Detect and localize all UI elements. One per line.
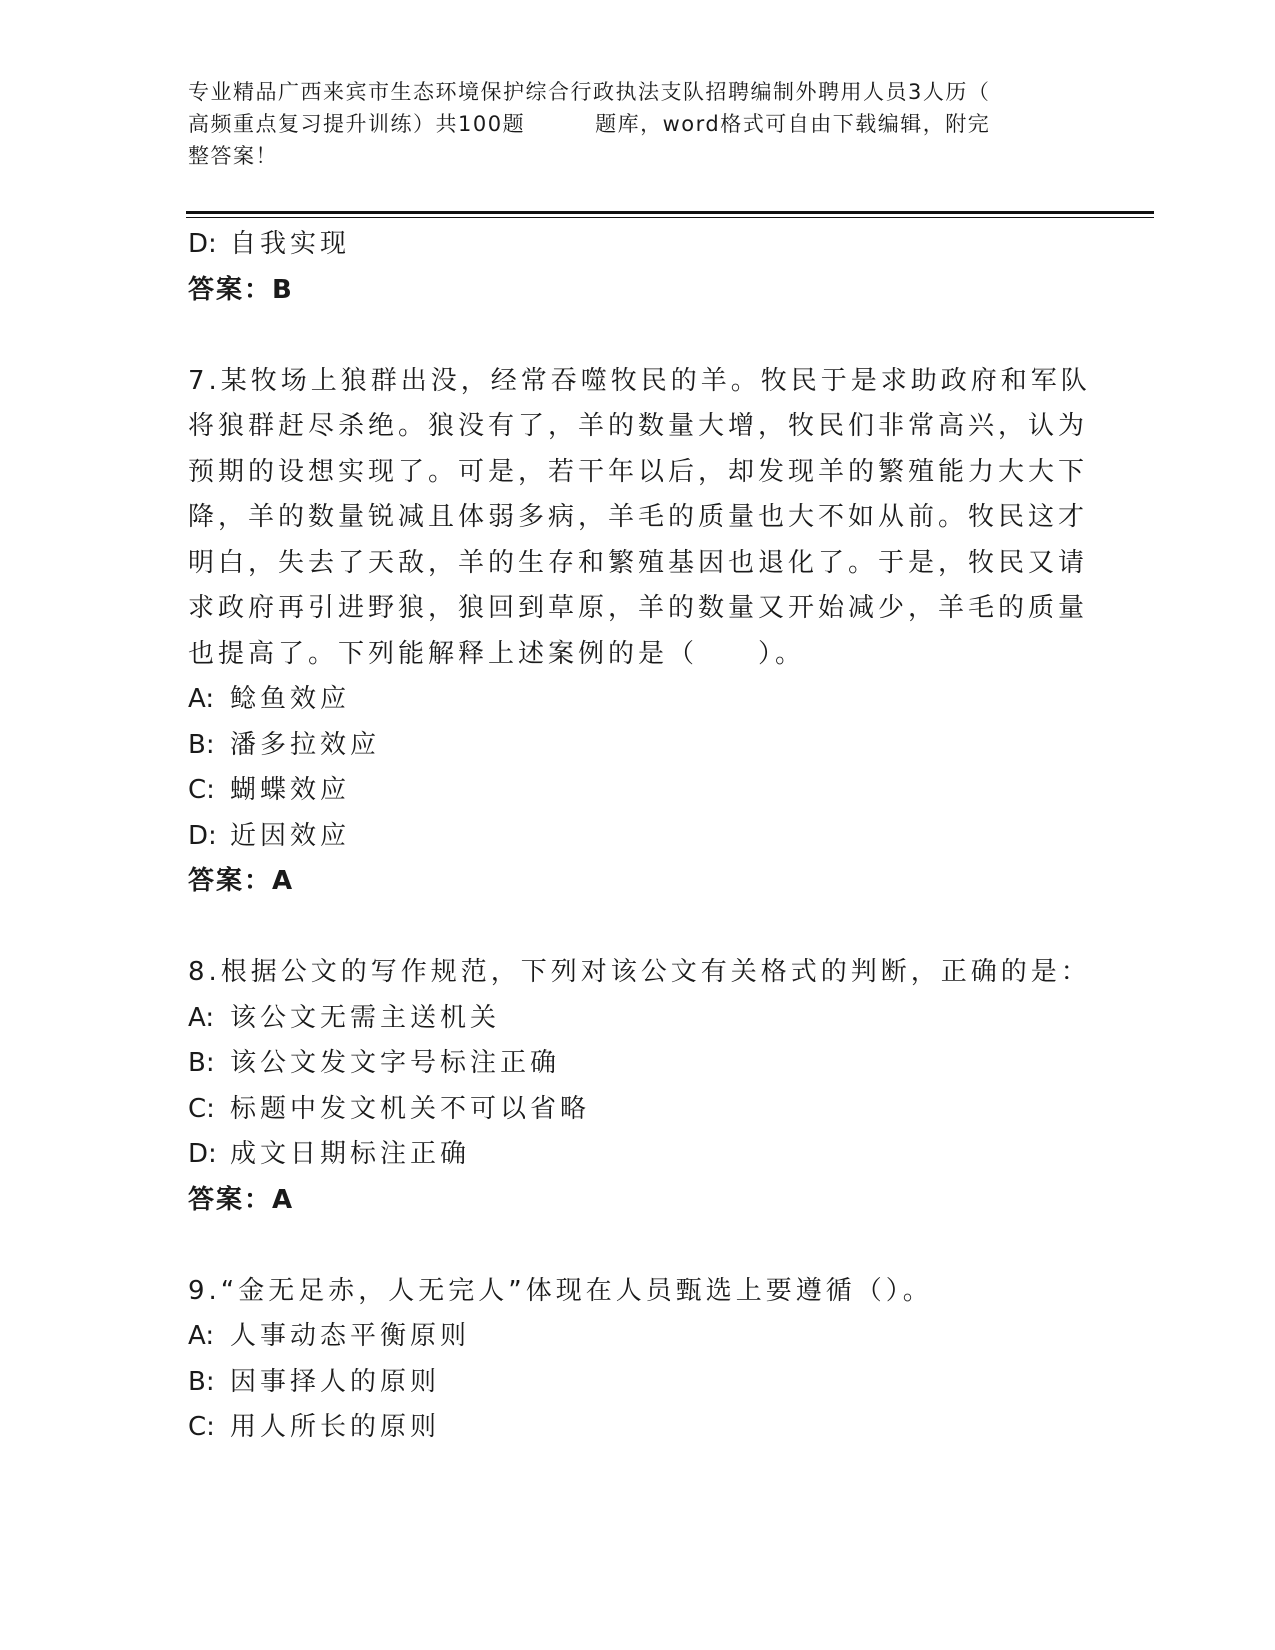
- option-label: A:: [188, 1321, 215, 1351]
- q7-stem-line: 明白，失去了天敌，羊的生存和繁殖基因也退化了。于是，牧民又请: [188, 547, 1089, 578]
- document-header: [188, 76, 1088, 172]
- q7-stem-line: 将狼群赶尽杀绝。狼没有了，羊的数量大增，牧民们非常高兴，认为: [188, 411, 1089, 441]
- q9-option-b: [188, 1360, 1088, 1406]
- option-label: C:: [188, 1093, 215, 1124]
- q7-option-a: [188, 677, 1088, 723]
- q8-option-d: [188, 1132, 1088, 1178]
- option-label: D:: [188, 229, 217, 259]
- q7-stem-line: 降，羊的数量锐减且体弱多病，羊毛的质量也大不如从前。牧民这才: [188, 502, 1089, 532]
- q6-option-d: [188, 222, 1088, 268]
- option-label: B:: [188, 729, 215, 760]
- option-text: 因事择人的原则: [230, 1366, 441, 1397]
- q7-stem-line: 预期的设想实现了。可是，若干年以后，却发现羊的繁殖能力大大下: [188, 456, 1089, 487]
- option-label: D:: [188, 820, 217, 851]
- q7-stem-line: 求政府再引进野狼，狼回到草原，羊的数量又开始减少，羊毛的质量: [188, 593, 1089, 623]
- q8-option-a: [188, 996, 1088, 1042]
- q7-stem-line: 也提高了。下列能解释上述案例的是（ ）。: [188, 638, 806, 669]
- option-label: D:: [188, 1139, 217, 1169]
- q8-option-b: [188, 1041, 1088, 1087]
- header-line-1: 专业精品广西来宾市生态环境保护综合行政执法支队招聘编制外聘用人员3人历（: [188, 80, 991, 104]
- option-label: C:: [188, 775, 215, 805]
- option-label: B:: [188, 1048, 215, 1078]
- option-text: 该公文发文字号标注正确: [230, 1048, 561, 1078]
- q7-stem-line: 7.某牧场上狼群出没，经常吞噬牧民的羊。牧民于是求助政府和军队: [188, 365, 1091, 396]
- option-text: 蝴蝶效应: [230, 775, 351, 805]
- q8-option-c: [188, 1087, 1088, 1133]
- document-body: [188, 222, 1091, 1451]
- question-7: [188, 359, 1091, 905]
- option-text: 成文日期标注正确: [230, 1139, 471, 1169]
- q9-stem: 9.“金无足赤，人无完人”体现在人员甄选上要遵循（）。: [188, 1275, 933, 1306]
- option-text: 标题中发文机关不可以省略: [230, 1093, 591, 1124]
- q8-stem: 8.根据公文的写作规范，下列对该公文有关格式的判断，正确的是：: [188, 957, 1091, 987]
- option-label: B:: [188, 1366, 215, 1397]
- option-label: A:: [188, 684, 215, 714]
- option-text: 该公文无需主送机关: [230, 1002, 501, 1033]
- header-line-2: [188, 108, 1088, 140]
- option-text: 自我实现: [230, 229, 351, 259]
- header-line-2b: 题库，word格式可自由下载编辑，附完: [595, 112, 991, 136]
- q9-option-c: [188, 1405, 1088, 1451]
- q7-option-c: [188, 768, 1088, 814]
- q6-answer: 答案：B: [188, 274, 294, 305]
- option-text: 用人所长的原则: [230, 1412, 441, 1442]
- q7-answer: 答案：A: [188, 866, 295, 896]
- question-9: [188, 1269, 1088, 1451]
- option-label: C:: [188, 1412, 215, 1442]
- option-text: 潘多拉效应: [230, 729, 381, 760]
- header-line-3: 整答案！: [188, 144, 278, 168]
- option-text: 人事动态平衡原则: [230, 1321, 471, 1351]
- q7-option-b: [188, 723, 1088, 769]
- header-divider-thin: [186, 217, 1154, 218]
- option-label: A:: [188, 1002, 215, 1033]
- question-8: [188, 950, 1091, 1223]
- option-text: 近因效应: [230, 820, 351, 851]
- option-text: 鲶鱼效应: [230, 684, 351, 714]
- q8-answer: 答案：A: [188, 1184, 295, 1215]
- q9-option-a: [188, 1314, 1088, 1360]
- q7-option-d: [188, 814, 1088, 860]
- header-divider-thick: [186, 211, 1154, 214]
- header-line-2a: 高频重点复习提升训练）共100题: [188, 112, 526, 136]
